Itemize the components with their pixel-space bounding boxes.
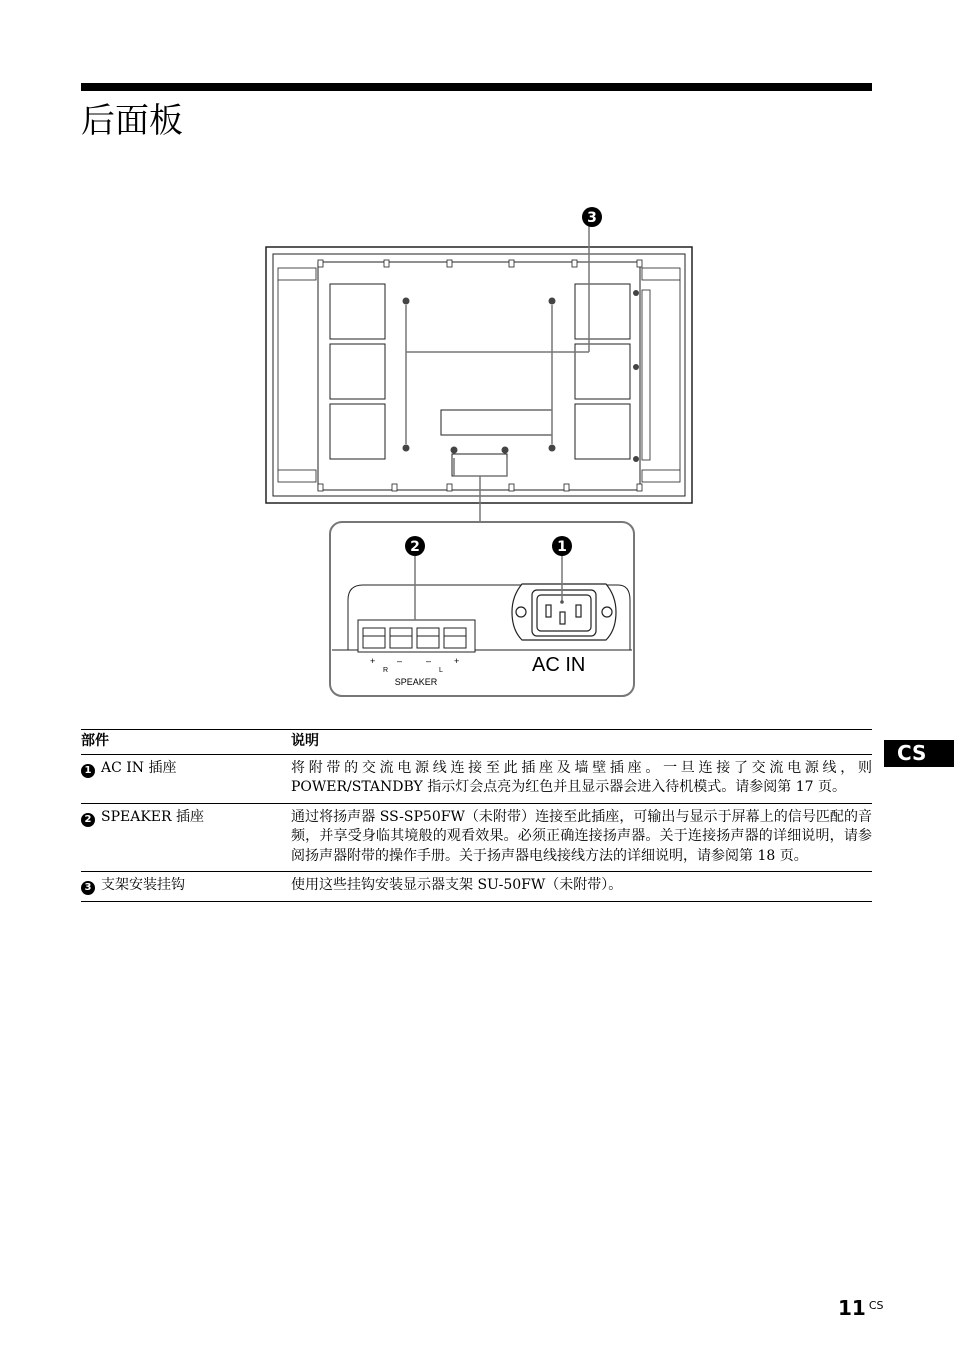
table-header-row [81,730,872,755]
svg-text:R: R [383,667,389,674]
number-badge: 1 [81,764,95,778]
table-row [81,872,872,902]
page-number-suffix: CS [868,1299,884,1312]
svg-text:–: – [426,656,432,666]
parts-table [81,729,872,902]
part-cell [81,754,291,803]
part-cell [81,872,291,902]
page-number-value: 11 [838,1296,866,1320]
description-cell: 使用这些挂钩安装显示器支架 SU-50FW（未附带）。 [291,872,872,902]
svg-text:L: L [439,667,443,674]
ac-in-label: AC IN [532,654,586,676]
description-cell: 将附带的交流电源线连接至此插座及墙壁插座。一旦连接了交流电源线，则 POWER/STANDBY 指示灯会点亮为红色并且显示器会进入待机模式。请参阅第 17 页。 [291,754,872,803]
number-badge: 3 [81,881,95,895]
rear-panel-figure [264,200,694,700]
page-title: 后面板 [81,101,183,141]
svg-text:+: + [370,656,376,666]
table-row [81,754,872,803]
header-part: 部件 [81,730,291,755]
number-badge: 2 [81,813,95,827]
speaker-terminals [358,620,475,652]
callout-1 [552,536,572,556]
part-name: AC IN 插座 [101,759,177,776]
svg-text:–: – [397,656,403,666]
display-rear-outline [266,247,692,503]
header-description: 说明 [291,730,872,755]
stand-hooks [403,290,640,462]
part-name: 支架安装挂钩 [101,877,185,893]
frame-tabs [318,260,642,491]
svg-text:1: 1 [557,539,567,555]
svg-text:2: 2 [410,539,420,555]
table-row [81,803,872,872]
language-tab: CS [884,740,954,767]
part-name: SPEAKER 插座 [101,808,205,825]
svg-text:+: + [454,656,460,666]
part-cell [81,803,291,872]
callout-3-leader [406,226,589,522]
svg-text:3: 3 [587,210,597,226]
description-cell: 通过将扬声器 SS-SP50FW（未附带）连接至此插座，可输出与显示于屏幕上的信号匹配的音频，并享受身临其境般的观看效果。必须正确连接扬声器。关于连接扬声器的详细说明，请参阅扬声器附带的操作手册。关于扬声器电线接线方法的详细说明，请参阅第 18 页。 [291,803,872,872]
page-number [838,1296,884,1320]
top-rule [81,83,872,91]
speaker-label: SPEAKER [394,677,438,687]
ac-inlet [512,584,616,640]
callout-3 [582,207,602,227]
callout-2 [405,536,425,556]
